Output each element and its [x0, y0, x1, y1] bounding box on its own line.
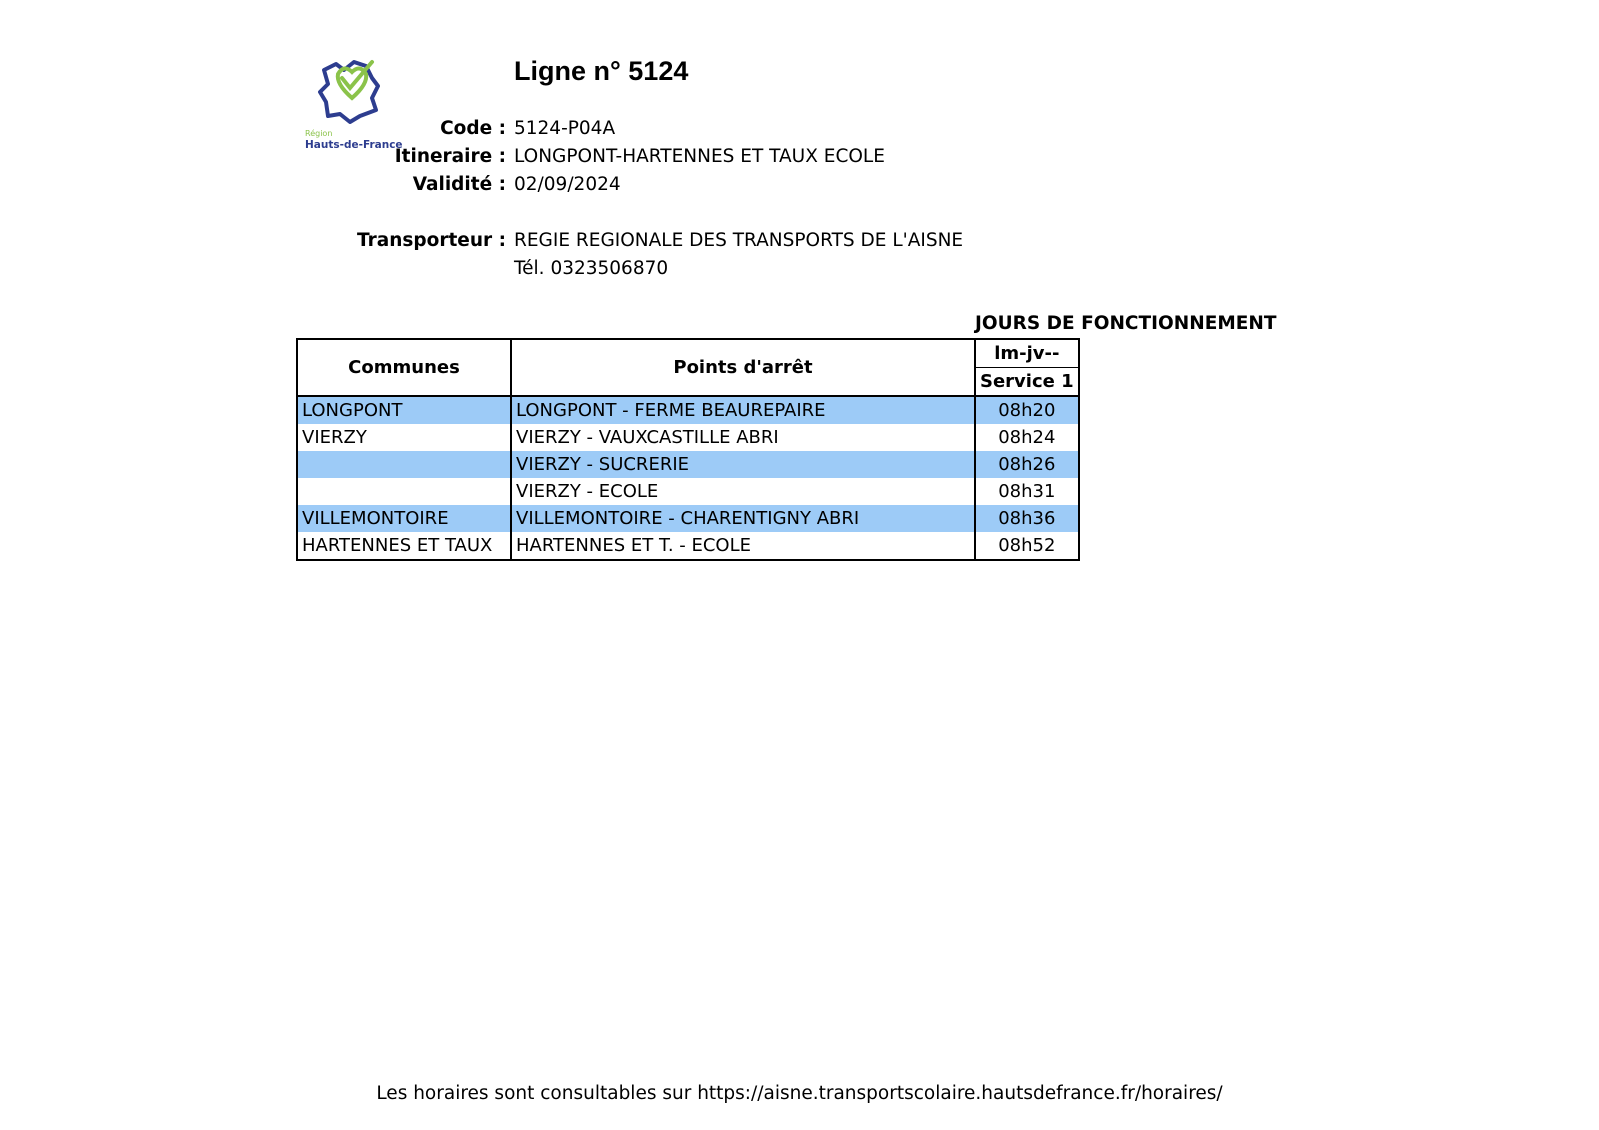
itineraire-value: LONGPONT-HARTENNES ET TAUX ECOLE [514, 146, 885, 167]
table-row [297, 424, 1079, 451]
validite-value: 02/09/2024 [514, 174, 621, 195]
table-row [297, 478, 1079, 505]
time-cell: 08h31 [975, 478, 1079, 505]
arret-cell: VIERZY - SUCRERIE [511, 451, 975, 478]
arret-cell: VILLEMONTOIRE - CHARENTIGNY ABRI [511, 505, 975, 532]
table-row [297, 451, 1079, 478]
table-row [297, 396, 1079, 424]
table-row [297, 532, 1079, 560]
commune-cell [297, 478, 511, 505]
code-label: Code : [440, 118, 506, 139]
table-row [297, 505, 1079, 532]
time-cell: 08h20 [975, 396, 1079, 424]
arret-cell: LONGPONT - FERME BEAUREPAIRE [511, 396, 975, 424]
france-heart-icon [314, 56, 384, 124]
time-cell: 08h36 [975, 505, 1079, 532]
header-communes: Communes [297, 339, 511, 396]
time-cell: 08h52 [975, 532, 1079, 560]
header-days: lm-jv-- [975, 339, 1079, 368]
transporteur-value: REGIE REGIONALE DES TRANSPORTS DE L'AISNE [514, 230, 964, 251]
footer-note: Les horaires sont consultables sur https://aisne.transportscolaire.hautsdefrance.fr/horaires/ [376, 1083, 1223, 1104]
commune-cell: VIERZY [297, 424, 511, 451]
commune-cell: VILLEMONTOIRE [297, 505, 511, 532]
page-title: Ligne n° 5124 [514, 56, 689, 86]
header-points-arret: Points d'arrêt [511, 339, 975, 396]
telephone: Tél. 0323506870 [514, 258, 669, 279]
arret-cell: VIERZY - ECOLE [511, 478, 975, 505]
time-cell: 08h24 [975, 424, 1079, 451]
logo-name-text: Hauts-de-France [305, 139, 403, 151]
jours-heading: JOURS DE FONCTIONNEMENT [975, 313, 1277, 334]
code-value: 5124-P04A [514, 118, 616, 139]
header-service: Service 1 [975, 368, 1079, 397]
commune-cell: HARTENNES ET TAUX [297, 532, 511, 560]
commune-cell: LONGPONT [297, 396, 511, 424]
commune-cell [297, 451, 511, 478]
arret-cell: VIERZY - VAUXCASTILLE ABRI [511, 424, 975, 451]
region-logo [300, 56, 403, 152]
arret-cell: HARTENNES ET T. - ECOLE [511, 532, 975, 560]
itineraire-label: Itineraire : [394, 146, 506, 167]
logo-region-text: Région [305, 129, 333, 138]
time-cell: 08h26 [975, 451, 1079, 478]
timetable [296, 338, 1080, 561]
validite-label: Validité : [412, 174, 506, 195]
transporteur-label: Transporteur : [357, 230, 506, 251]
